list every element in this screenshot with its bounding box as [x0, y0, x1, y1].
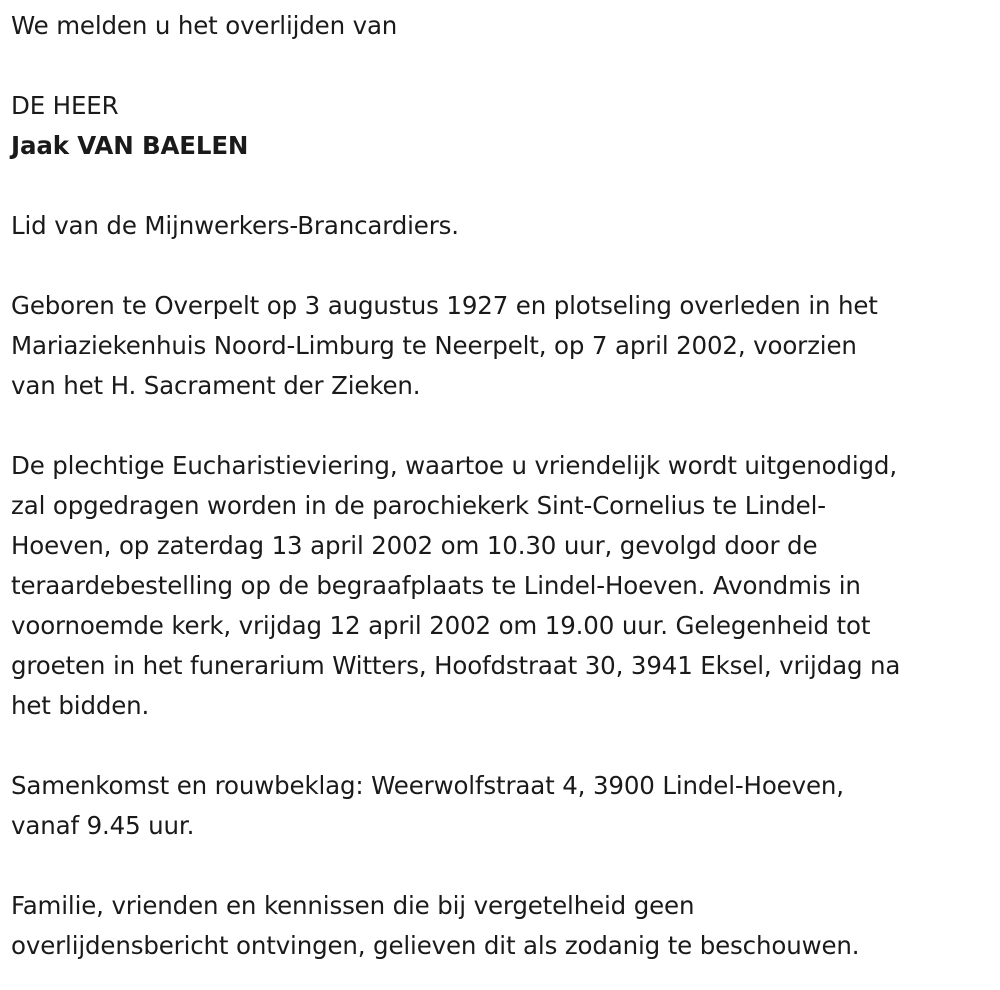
- paragraph-line: Samenkomst en rouwbeklag: Weerwolfstraat 4, 3900 Lindel-Hoeven,: [11, 771, 844, 800]
- spacer: [11, 166, 997, 206]
- obituary-notice: [11, 6, 997, 966]
- membership-text: Lid van de Mijnwerkers-Brancardiers.: [11, 211, 459, 240]
- spacer: [11, 246, 997, 286]
- paragraph-line: De plechtige Eucharistieviering, waartoe u vriendelijk wordt uitgenodigd,: [11, 451, 897, 480]
- paragraph-line: teraardebestelling op de begraafplaats te Lindel-Hoeven. Avondmis in: [11, 571, 861, 600]
- gathering-paragraph: [11, 766, 997, 846]
- spacer: [11, 846, 997, 886]
- honorific-title: DE HEER: [11, 91, 119, 120]
- paragraph-line: van het H. Sacrament der Zieken.: [11, 371, 421, 400]
- paragraph-line: Geboren te Overpelt op 3 augustus 1927 en plotseling overleden in het: [11, 291, 878, 320]
- spacer: [11, 46, 997, 86]
- deceased-name: Jaak VAN BAELEN: [11, 131, 249, 160]
- paragraph-line: voornoemde kerk, vrijdag 12 april 2002 om 19.00 uur. Gelegenheid tot: [11, 611, 871, 640]
- paragraph-line: Hoeven, op zaterdag 13 april 2002 om 10.30 uur, gevolgd door de: [11, 531, 818, 560]
- ceremony-paragraph: [11, 446, 997, 726]
- birth-death-paragraph: [11, 286, 997, 406]
- paragraph-line: Mariaziekenhuis Noord-Limburg te Neerpelt, op 7 april 2002, voorzien: [11, 331, 857, 360]
- closing-paragraph: [11, 886, 997, 966]
- paragraph-line: Familie, vrienden en kennissen die bij vergetelheid geen: [11, 891, 695, 920]
- paragraph-line: zal opgedragen worden in de parochiekerk Sint-Cornelius te Lindel-: [11, 491, 826, 520]
- paragraph-line: overlijdensbericht ontvingen, gelieven dit als zodanig te beschouwen.: [11, 931, 860, 960]
- intro-text: We melden u het overlijden van: [11, 11, 398, 40]
- paragraph-line: vanaf 9.45 uur.: [11, 811, 195, 840]
- paragraph-line: het bidden.: [11, 691, 150, 720]
- spacer: [11, 726, 997, 766]
- spacer: [11, 406, 997, 446]
- paragraph-line: groeten in het funerarium Witters, Hoofdstraat 30, 3941 Eksel, vrijdag na: [11, 651, 901, 680]
